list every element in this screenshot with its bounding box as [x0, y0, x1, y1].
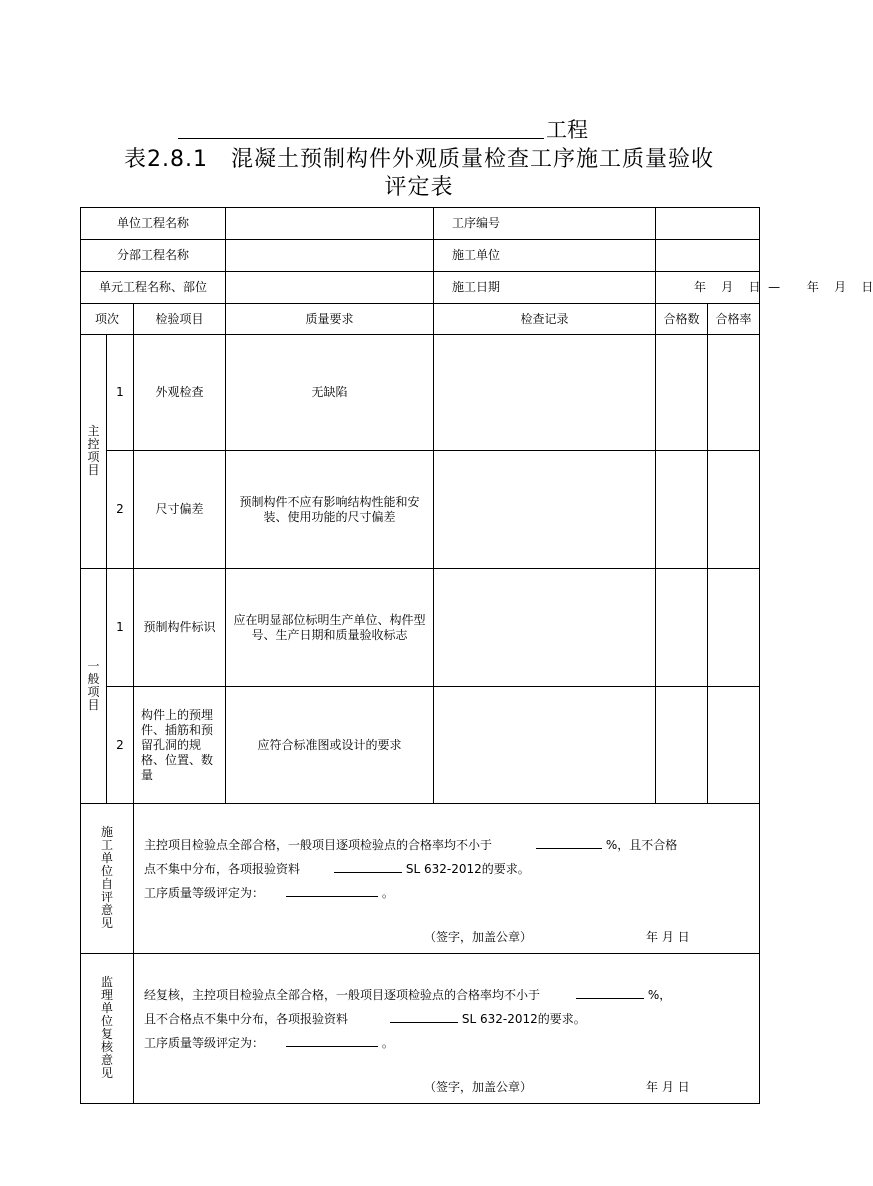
process-no-label: 工序编号 — [434, 208, 656, 240]
process-no-field[interactable] — [656, 208, 760, 240]
column-header-row — [81, 304, 760, 335]
requirement: 应在明显部位标明生产单位、构件型号、生产日期和质量验收标志 — [226, 569, 434, 687]
main-item-row — [81, 451, 760, 569]
contractor-opinion-label: 施工单位自评意见 — [81, 804, 134, 954]
col-record: 检查记录 — [434, 304, 656, 335]
requirement: 应符合标准图或设计的要求 — [226, 687, 434, 804]
record-cell[interactable] — [434, 335, 656, 451]
form-title: 表2.8.1 混凝土预制构件外观质量检查工序施工质量验收 — [124, 147, 714, 172]
rate-cell[interactable] — [708, 335, 760, 451]
col-requirement: 质量要求 — [226, 304, 434, 335]
col-qualified-rate: 合格率 — [708, 304, 760, 335]
count-cell[interactable] — [656, 335, 708, 451]
documents-blank[interactable] — [390, 1008, 458, 1023]
check-item: 预制构件标识 — [134, 569, 226, 687]
element-field[interactable] — [226, 272, 434, 304]
pass-rate-blank[interactable] — [576, 984, 644, 999]
supervisor-opinion-text: 。 — [381, 1036, 394, 1050]
requirement: 无缺陷 — [226, 335, 434, 451]
contractor-opinion-row — [81, 804, 760, 954]
evaluation-table — [80, 207, 873, 1104]
signature-note: （签字，加盖公章） — [424, 930, 533, 944]
division-label: 分部工程名称 — [81, 240, 226, 272]
record-cell[interactable] — [434, 451, 656, 569]
count-cell[interactable] — [656, 569, 708, 687]
contractor-field[interactable] — [656, 240, 760, 272]
info-row-unit — [81, 208, 760, 240]
contractor-opinion-text: 。 — [381, 886, 394, 900]
general-group-label: 一般项目 — [81, 569, 107, 804]
project-name-blank[interactable] — [178, 120, 544, 139]
signature-note: （签字，加盖公章） — [424, 1080, 533, 1094]
pass-rate-blank[interactable] — [536, 834, 602, 849]
contractor-label: 施工单位 — [434, 240, 656, 272]
requirement: 预制构件不应有影响结构性能和安装、使用功能的尺寸偏差 — [226, 451, 434, 569]
count-cell[interactable] — [656, 687, 708, 804]
rate-cell[interactable] — [708, 687, 760, 804]
element-label: 单元工程名称、部位 — [81, 272, 226, 304]
contractor-opinion-text: %，且不合格 — [605, 838, 678, 852]
signature-date[interactable]: 年 月 日 — [646, 1080, 690, 1094]
main-group-label: 主控项目 — [81, 335, 107, 569]
check-item: 尺寸偏差 — [134, 451, 226, 569]
grade-blank[interactable] — [286, 1032, 378, 1047]
supervisor-opinion-body — [134, 954, 760, 1104]
record-cell[interactable] — [434, 687, 656, 804]
supervisor-opinion-text: 经复核，主控项目检验点全部合格，一般项目逐项检验点的合格率均不小于 — [144, 988, 541, 1002]
construction-date-field[interactable]: 年 月 日 — 年 月 日 — [656, 272, 760, 304]
grade-blank[interactable] — [286, 882, 378, 897]
info-row-element — [81, 272, 760, 304]
item-no: 2 — [107, 451, 134, 569]
rate-cell[interactable] — [708, 451, 760, 569]
form-title-line2: 评定表 — [384, 175, 454, 200]
supervisor-opinion-text: SL 632-2012的要求。 — [461, 1012, 586, 1026]
contractor-opinion-text: 工序质量等级评定为： — [144, 886, 265, 900]
item-no: 2 — [107, 687, 134, 804]
project-suffix: 工程 — [546, 118, 588, 142]
contractor-opinion-text: 主控项目检验点全部合格，一般项目逐项检验点的合格率均不小于 — [144, 838, 493, 852]
signature-date[interactable]: 年 月 日 — [646, 930, 690, 944]
check-item: 构件上的预埋件、插筋和预留孔洞的规格、位置、数量 — [134, 687, 226, 804]
supervisor-opinion-text: 且不合格点不集中分布，各项报验资料 — [144, 1012, 349, 1026]
unit-project-label: 单位工程名称 — [81, 208, 226, 240]
division-field[interactable] — [226, 240, 434, 272]
contractor-opinion-text: SL 632-2012的要求。 — [405, 862, 530, 876]
col-item: 项次 — [81, 304, 134, 335]
contractor-opinion-text: 点不集中分布，各项报验资料 — [144, 862, 301, 876]
supervisor-opinion-row — [81, 954, 760, 1104]
col-check-item: 检验项目 — [134, 304, 226, 335]
main-item-row — [81, 335, 760, 451]
contractor-opinion-body — [134, 804, 760, 954]
check-item: 外观检查 — [134, 335, 226, 451]
supervisor-opinion-text: %， — [647, 988, 672, 1002]
general-item-row — [81, 687, 760, 804]
unit-project-field[interactable] — [226, 208, 434, 240]
date-label: 施工日期 — [434, 272, 656, 304]
col-qualified-count: 合格数 — [656, 304, 708, 335]
info-row-division — [81, 240, 760, 272]
count-cell[interactable] — [656, 451, 708, 569]
item-no: 1 — [107, 335, 134, 451]
item-no: 1 — [107, 569, 134, 687]
general-item-row — [81, 569, 760, 687]
rate-cell[interactable] — [708, 569, 760, 687]
documents-blank[interactable] — [334, 858, 402, 873]
record-cell[interactable] — [434, 569, 656, 687]
supervisor-opinion-text: 工序质量等级评定为： — [144, 1036, 265, 1050]
supervisor-opinion-label: 监理单位复核意见 — [81, 954, 134, 1104]
